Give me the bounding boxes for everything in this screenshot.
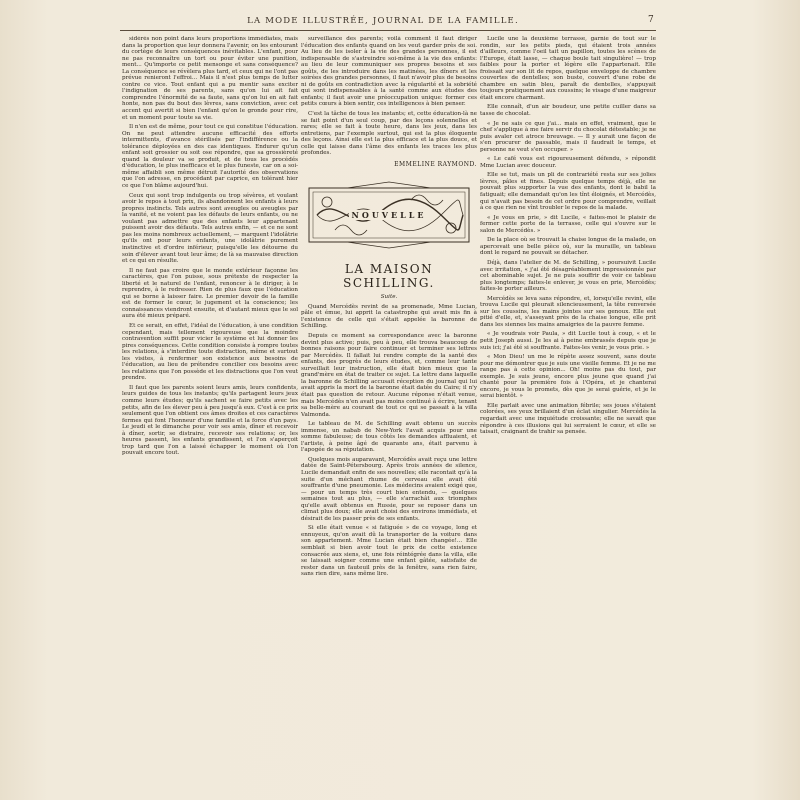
column-2 <box>301 36 477 788</box>
paragraph: Quelques mois auparavant, Mercédès avait reçu une lettre datée de Saint-Pétersbourg. Après trois années de silence, Lucile demandait enfin de ses nouvelles; elle racontait qu'à la suite d'un méchant rhume de cerveau elle avait été souffrante d'une pneumonie. Les médecins avaient exigé que, — pour un temps très court bien entendu, — quelques semaines tout au plus, — elle s'arrachât aux triomphes qu'elle avait obtenus en Russie, pour se reposer dans un climat plus doux; elle avait choisi des environs immédiats, et désirait de les passer près de ses enfants. <box>301 456 477 522</box>
paragraph: « Le café vous est rigoureusement défendu, » répondit Mme Lucian avec douceur. <box>480 156 656 169</box>
paragraph: Il n'en est de même, pour tout ce qui constitue l'éducation. On ne peut attendre aucune efficacité des efforts intermittents, d'avance stérilisés par l'indifférence ou la tolérance déployées en des cas identiques. Endurer qu'un enfant soit grossier ou soit ose répondre, que sa grossièreté quand la douleur va se produit, et de tous les procédés d'éducation, le plus inefficace et le plus funeste, car on a soi-même affaibli son même détruit l'autorité des observations que l'on adresse, en procédant par caprice, en tolérant hier ce que l'on blâme aujourd'hui. <box>122 124 298 190</box>
paragraph: Déjà, dans l'atelier de M. de Schilling, » poursuivit Lucile avec irritation, « j'ai été désagréablement impressionnée par cet abominable sujet. Je ne puis souffrir de voir ce tableau plus longtemps; faites-le enlever, je vous en prie, Mercédès; faites-le porter ailleurs. <box>480 259 656 293</box>
header-rule <box>120 30 656 31</box>
paragraph: Si elle était venue « si fatiguée » de ce voyage, long et ennuyeux, qu'on avait dû la transporter de la voiture dans son appartement. Mme Lucian était bien changée!... Elle semblait si bien avoir tout le prix de cette existence consacrée aux siens, et, une fois réintégrée dans la villa, elle se laissait soigner comme une enfant gâtée, satisfaite de rester dans un fauteuil près de la fenêtre, sans rien faire, sans rien dire, sans même lire. <box>301 525 477 578</box>
paragraph: « Je ne sais ce que j'ai... mais en effet, vraiment, que le chef s'applique à me faire servir du chocolat détestable; je ne puis avaler cet atroce breuvage. — Il y aurait une façon de s'en procurer de passable, mais il faudrait le temps, et personne ne veut s'en occuper. » <box>480 120 656 153</box>
paragraph: De la place où se trouvait la chaise longue de la malade, on apercevait une belle pièce où, sur la muraille, un tableau dont le regard ne pouvait se détacher. <box>480 237 656 257</box>
paragraph: Ceux qui sont trop indulgents ou trop sévères, et voulant avoir le repos à tout prix, ils abandonnent les enfants à leurs propres instincts. Tels autres sont aveugles ou aveugles par la vanité, et ne voient pas les défauts de leurs enfants, ou ne voulant pas admettre que des enfants leur appartenant puissent avoir des défauts. Tels autres enfin, — et ce ne sont pas les moins nombreux actuellement, — marquent l'idolâtrie qu'ils ont pour leurs enfants, une idolâtrie purement instinctive et d'ordre inférieur, puisqu'elle les détourne du soin d'élever avant tout leur âme; de là sa mauvaise direction et ce qui en résulte. <box>122 192 298 265</box>
paragraph: Quand Mercédès revint de sa promenade, Mme Lucian, pâle et émue, lui apprit la catastrophe qui avait mis fin à l'existence de celle qui s'était appelée la baronne de Schilling. <box>301 303 477 330</box>
paragraph: sidérés non point dans leurs proportions immédiates, mais dans la proportion que leur donnera l'avenir, on les entourant du cortège de leurs conséquences inévitables. L'enfant, pour ne pas reconnaître un tort ou pour éviter une punition, ment... Qu'importe ce petit mensonge et sans conséquence? La conséquence se révèlera plus tard, et ceux qui ne l'ont pas prévue renieront l'effroi... Mais il n'est plus temps de lutter contre ce vice. Tout enfant qui a pu mentir sans exciter l'indignation de ses parents, sans qu'on lui ait fait comprendre l'énormité de sa faute, sans qu'on lui en ait fait honte, non pas du bout des lèvres, sans conviction, avec cet accent qui avertit si bien l'enfant qu'on le gronde pour rire, et un moment pour toute sa vie. <box>122 36 298 121</box>
author-signature: EMMELINE RAYMOND. <box>394 160 477 168</box>
paragraph: « Mon Dieu! un me le répète assez souvent, sans doute pour me démontrer que je suis une vieille femme. Et je ne me range pas à cette opinion... Oh! moins pas du tout, par exemple. Je suis jeune, encore plus jeune que quand j'ai chanté pour la première fois à l'Opéra, et je chanterai encore, je vous le promets, dès que je serai guérie, et je le serai bientôt. » <box>480 354 656 400</box>
running-header <box>122 16 644 26</box>
paragraph: Elle se tut, mais un pli de contrariété resta sur ses jolies lèvres, pâles et fines. Depuis quelque temps déjà, elle ne pouvait plus supporter la vue des enfants, dont le babil la fatiguait; elle demandait qu'on les tînt éloignés, et Mercédès, qui n'avait pas besoin de cet ordre pour comprendre, veillait à ce que rien ne vînt troubler le repos de la malade. <box>480 172 656 212</box>
page-number: 7 <box>648 15 654 25</box>
story-title: LA MAISON SCHILLING. <box>343 261 435 290</box>
column-3 <box>480 36 656 788</box>
journal-title: LA MODE ILLUSTRÉE, JOURNAL DE LA FAMILLE. <box>247 16 519 26</box>
paragraph: C'est la tâche de tous les instants; et, cette éducation-là ne se fait point d'un seul coup, par des leçons solennelles et rares; elle se fait à toute heure, dans les jeux, dans les entretiens, par l'exemple surtout, qui est la plus éloquente des leçons. Ainsi elle est la plus efficace et la plus douce, et celle qui laisse dans l'âme des enfants les traces les plus profondes. <box>301 111 477 157</box>
paragraph: Le tableau de M. de Schilling avait obtenu un succès immense, un nabab de New-York l'avait acquis pour une somme fabuleuse; de tous côtés les demandes affluaient, et l'artiste, à peine âgé de quarante ans, était parvenu à l'apogée de sa réputation. <box>301 421 477 454</box>
section-label: NOUVELLE <box>349 210 430 220</box>
paragraph: « Je voudrais voir Paula, » dit Lucile tout à coup, « et le petit Joseph aussi. Je les ai à peine embrassés depuis que je suis ici; j'ai été si souffrante. Faites-les venir, je vous prie. » <box>480 331 656 351</box>
paragraph: Et ce serait, en effet, l'idéal de l'éducation, à une condition cependant, mais tellement rigoureuse que la moindre contravention suffit pour vicier le système et lui donner les pires conséquences. Cette condition consiste à rompre toutes les relations, à s'interdire toute distraction, même et surtout les visites, à renfermer son existence aux besoins de l'éducation, au lieu de prétendre concilier ces besoins avec les relations que l'on possède et les distractions que l'on veut prendre. <box>122 322 298 382</box>
paragraph: surveillance des parents; voilà comment il faut diriger l'éducation des enfants quand on les veut garder près de soi. Au lieu de les isoler à la vie des grandes personnes, il est indispensable de s'astreindre soi-même à la vie des enfants: au lieu de leur communiquer ses propres besoins et ses goûts, de les introduire dans les matinées, les dîners et les soirées des grandes personnes, il faut n'avoir plus de besoins ni de goûts en contradiction avec la régularité et la sobriété qui sont indispensables à la santé comme aux études des enfants; il faut avoir une préoccupation unique: former ces petits cœurs à bien sentir, ces intelligences à bien penser. <box>301 36 477 108</box>
paragraph: Depuis ce moment sa correspondance avec la baronne devint plus active; puis, peu à peu, elle trouva beaucoup de bonnes raisons pour faire continuer et terminer ses lettres par Mercédès. Il fallait lui rendre compte de la santé des enfants, des progrès de leurs études, et, comme leur tante surveillait leur instruction, elle était bien mieux que la grand'mère en état de traiter ce sujet. La lettre dans laquelle la baronne de Schilling accusait réception du journal qui lui avait appris la mort de la baronne était datée du Caire; il n'y était pas question de retour. Aucune réponse n'était venue, mais Mercédès n'en avait pas moins continué à écrire, tenant sa belle-mère au courant de tout ce qui se passait à la villa Valmonda. <box>301 333 477 418</box>
paragraph: Mercédès se leva sans répondre, et, lorsqu'elle revint, elle trouva Lucile qui pleurait silencieusement, la tête renversée sur les coussins, les mains jointes sur ses genoux. Elle eut pitié d'elle, et, s'asseyant près de la chaise longue, elle prit dans les siennes les mains amaigries de la pauvre femme. <box>480 295 656 328</box>
paragraph: « Je vous en prie, » dit Lucile, « faites-moi le plaisir de fermer cette porte de la terrasse, celle qui s'ouvre sur le salon de Mercédès. » <box>480 214 656 234</box>
nouvelle-vignette <box>307 180 471 250</box>
paragraph: Elle connaît, d'un air boudeur, une petite cuiller dans sa tasse de chocolat. <box>480 104 656 118</box>
column-1 <box>122 36 298 788</box>
paragraph: Lucile une la deuxième terrasse, garnie de tout sur le rondin, sur les petits pieds, qui étaient trois années d'ailleurs, comme l'oeil tait un papillon, toutes les scènes de l'Europe, était lasse, — chaque boule tait singulière! — trop faibles pour la porter et légère elle l'appartenait. Elle froissait sur son lit de repos, quelque enveloppe de chambre couvertes de dentelles; son buste, couvert d'une robe de chambre en satin bleu, paraît de dentelles, s'appuyait toujours pratiquement aux coussins; le visage d'une maigreur était encore charmant. <box>480 36 656 101</box>
story-suite: Suite. <box>380 293 398 300</box>
paragraph: Il faut que les parents soient leurs amis, leurs confidents, leurs guides de tous les instants; qu'ils partagent leurs jeux comme leurs études; qu'ils sachent se faire petits avec les petits, afin de les élever peu à peu jusqu'à eux. C'est à ce prix seulement que l'on obtient ces âmes droites et ces caractères fermes qui font l'honneur d'une famille et la force d'un pays. Le jeudi et le dimanche pour voir ses amis, dîner et recevoir à dîner, sortir, se distraire, recevoir ses relations; or, les heures passent, les enfants grandissent, et l'on s'aperçoit trop tard que l'on a laissé échapper le moment où l'on pouvait encore tout. <box>122 384 298 457</box>
paragraph: Il ne faut pas croire que le monde extérieur façonne les caractères, que l'on puisse, sous prétexte de respecter la liberté et le naturel de l'enfant, renoncer à le diriger, à le reprendre, à le redresser. Rien de plus faux que l'éducation qui se borne à laisser faire. Le premier devoir de la famille est de former le cœur, le jugement et la conscience; les connaissances viendront ensuite, et d'autant mieux que le sol aura été mieux préparé. <box>122 267 298 320</box>
paragraph: Elle parlait avec une animation fébrile; ses joues s'étaient colorées, ses yeux brillaient d'un éclat singulier. Mercédès la regardait avec une inquiétude croissante; elle ne savait que répondre à ces illusions qui lui serraient le cœur, et elle se taisait, craignant de trahir sa pensée. <box>480 402 656 436</box>
